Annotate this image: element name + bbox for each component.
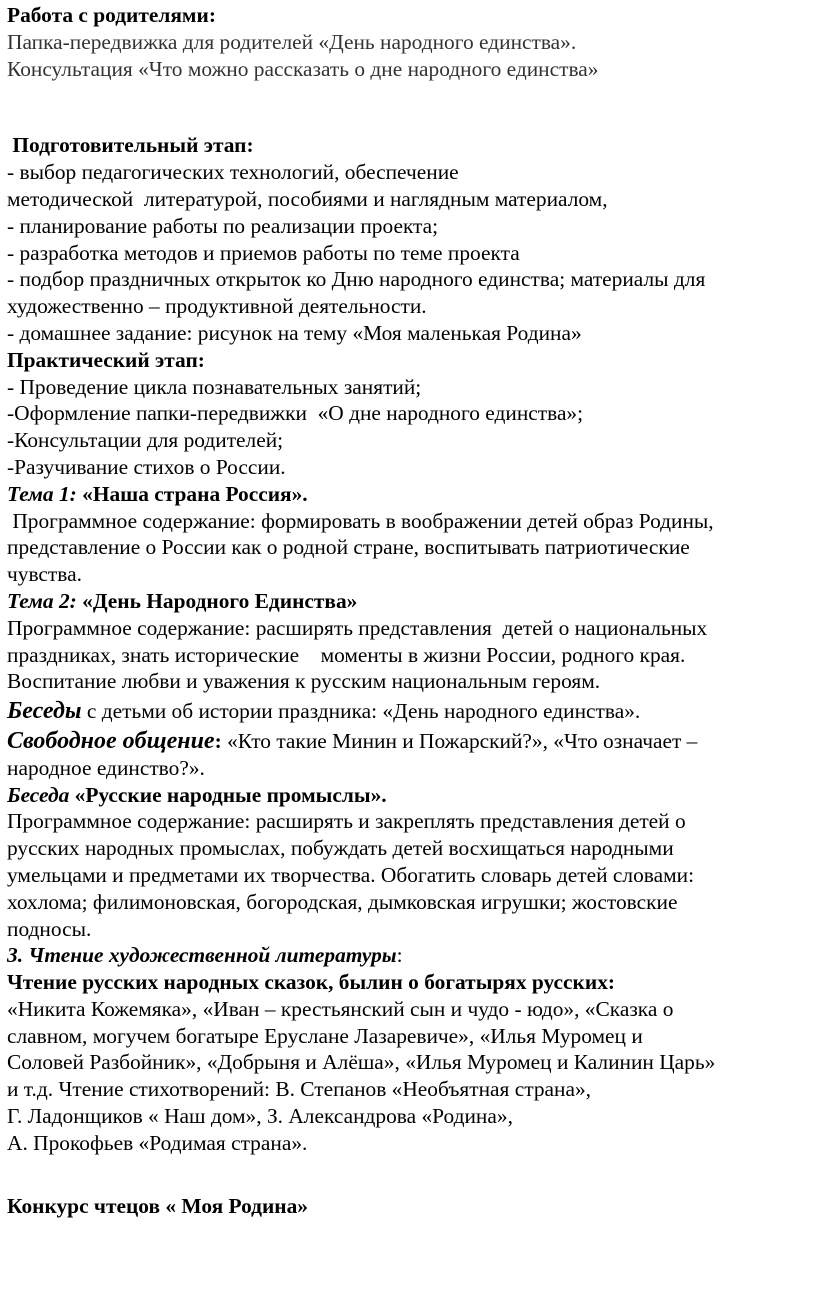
reading-line: А. Прокофьев «Родимая страна».	[7, 1130, 308, 1155]
reading-line: славном, могучем богатыре Еруслане Лазаревиче», «Илья Муромец и	[7, 1023, 643, 1048]
crafts-talk-heading	[7, 782, 808, 809]
reading-line: «Никита Кожемяка», «Иван – крестьянский сын и чудо - юдо», «Сказка о	[7, 996, 674, 1021]
reading-line: и т.д. Чтение стихотворений: В. Степанов «Необъятная страна»,	[7, 1077, 592, 1102]
topic2-heading	[7, 588, 808, 615]
prep-stage-line: методической литературой, пособиями и наглядным материалом,	[7, 186, 608, 211]
crafts-talk-line: хохлома; филимоновская, богородская, дымковская игрушки; жостовские	[7, 889, 678, 914]
practical-stage-line: -Разучивание стихов о России.	[7, 454, 286, 479]
spacer	[7, 1157, 808, 1193]
topic1-title: «Наша страна Россия».	[76, 481, 308, 506]
talks-label: Беседы	[7, 698, 82, 725]
topic1-heading	[7, 481, 808, 508]
topic2-title: «День Народного Единства»	[76, 588, 358, 613]
free-talk-label: Свободное общение	[7, 727, 215, 754]
spacer	[7, 122, 808, 132]
free-talk-text: «Кто такие Минин и Пожарский?», «Что означает –	[221, 728, 698, 753]
topic2-line: Программное содержание: расширять представления детей о национальных	[7, 615, 708, 640]
reading-line: Г. Ладонщиков « Наш дом», З. Александрова «Родина»,	[7, 1104, 513, 1129]
practical-stage-line: -Консультации для родителей;	[7, 428, 284, 453]
practical-stage-heading: Практический этап:	[7, 347, 205, 372]
prep-stage-line: - домашнее задание: рисунок на тему «Моя маленькая Родина»	[7, 320, 582, 345]
free-talk-line2: народное единство?».	[7, 755, 205, 780]
crafts-talk-line: умельцами и предметами их творчества. Обогатить словарь детей словами:	[7, 862, 695, 887]
topic1-line: представление о России как о родной стране, воспитывать патриотические	[7, 535, 690, 560]
parents-consultation-line: Консультация «Что можно рассказать о дне народного единства»	[7, 56, 599, 81]
free-talk-colon: :	[214, 728, 222, 753]
prep-stage-line: - разработка методов и приемов работы по теме проекта	[7, 240, 520, 265]
prep-stage-line: - подбор праздничных открыток ко Дню народного единства; материалы для	[7, 267, 706, 292]
reading-colon: :	[396, 943, 403, 968]
prep-stage-line: художественно – продуктивной деятельности.	[7, 294, 427, 319]
topic2-line: Воспитание любви и уважения к русским национальным героям.	[7, 669, 601, 694]
topic2-label: Тема 2:	[7, 588, 77, 613]
crafts-talk-title: «Русские народные промыслы».	[69, 782, 387, 807]
topic1-line: Программное содержание: формировать в воображении детей образ Родины,	[7, 508, 714, 533]
topic1-label: Тема 1:	[7, 481, 77, 506]
talks-text: с детьми об истории праздника: «День народного единства».	[81, 699, 641, 724]
talks-line	[7, 698, 808, 725]
prep-stage-heading: Подготовительный этап:	[7, 133, 254, 158]
topic1-line: чувства.	[7, 562, 82, 587]
practical-stage-line: -Оформление папки-передвижки «О дне народного единства»;	[7, 401, 584, 426]
crafts-talk-line: подносы.	[7, 916, 92, 941]
parents-folder-line: Папка-передвижка для родителей «День народного единства».	[7, 29, 577, 54]
reading-label: 3. Чтение художественной литературы	[7, 943, 397, 968]
practical-stage-line: - Проведение цикла познавательных занятий;	[7, 374, 422, 399]
reading-line: Соловей Разбойник», «Добрыня и Алёша», «Илья Муромец и Калинин Царь»	[7, 1050, 716, 1075]
contest-title: Конкурс чтецов « Моя Родина»	[7, 1193, 309, 1218]
topic2-line: праздниках, знать исторические моменты в жизни России, родного края.	[7, 642, 686, 667]
reading-heading	[7, 942, 808, 969]
free-talk-line	[7, 728, 808, 755]
reading-subheading: Чтение русских народных сказок, былин о богатырях русских:	[7, 970, 616, 995]
spacer	[7, 82, 808, 122]
prep-stage-line: - выбор педагогических технологий, обеспечение	[7, 160, 459, 185]
crafts-talk-line: русских народных промыслах, побуждать детей восхищаться народными	[7, 836, 674, 861]
work-with-parents-heading: Работа с родителями:	[7, 3, 216, 27]
crafts-talk-line: Программное содержание: расширять и закреплять представления детей о	[7, 809, 686, 834]
prep-stage-line: - планирование работы по реализации проекта;	[7, 213, 439, 238]
crafts-talk-label: Беседа	[7, 782, 70, 807]
